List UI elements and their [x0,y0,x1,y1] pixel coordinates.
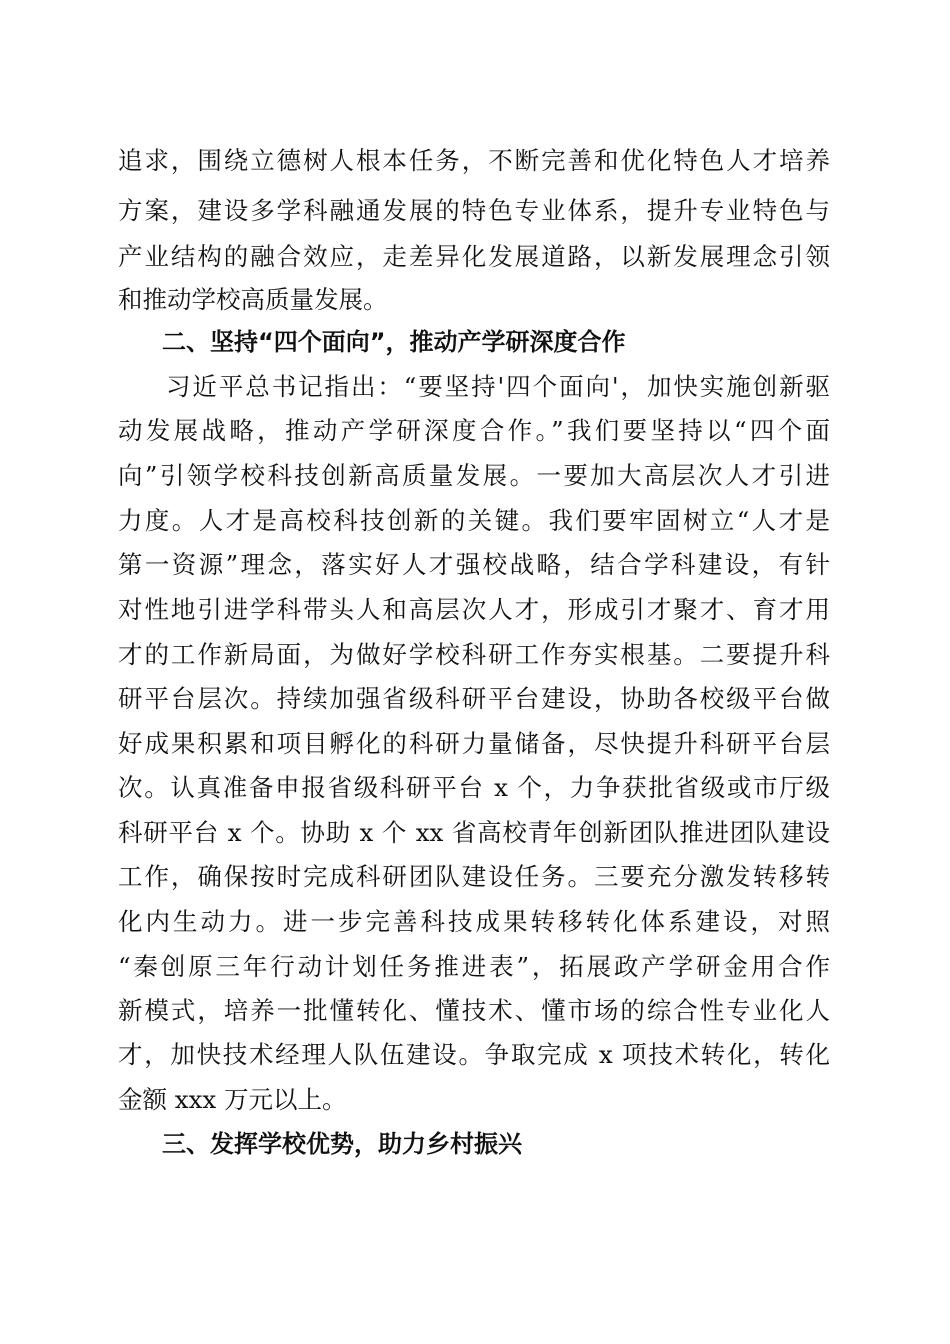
section-2-line-10: 次。认真准备申报省级科研平台 x 个，力争获批省级或市厅级 [118,773,830,802]
section-2-line-16: 才，加快技术经理人队伍建设。争取完成 x 项技术转化，转化 [118,1040,830,1069]
intro-line-1: 追求，围绕立德树人根本任务，不断完善和优化特色人才培养 [118,146,830,175]
section-2-line-6: 对性地引进学科带头人和高层次人才，形成引才聚才、育才用 [118,595,830,624]
section-2-line-14: “秦创原三年行动计划任务推进表”，拓展政产学研金用合作 [118,952,830,981]
section-2-line-17: 金额 xxx 万元以上。 [118,1085,347,1114]
section-2-line-9: 好成果积累和项目孵化的科研力量储备，尽快提升科研平台层 [118,729,830,758]
section-2-line-7: 才的工作新局面，为做好学校科研工作夯实根基。二要提升科 [118,640,830,669]
section-2-line-12: 工作，确保按时完成科研团队建设任务。三要充分激发转移转 [118,862,830,891]
section-2-line-3: 向”引领学校科技创新高质量发展。一要加大高层次人才引进 [118,461,830,490]
intro-line-2: 方案，建设多学科融通发展的特色专业体系，提升专业特色与 [118,196,830,225]
section-2-line-13: 化内生动力。进一步完善科技成果转移转化体系建设，对照 [118,907,830,936]
section-3-heading: 三、发挥学校优势，助力乡村振兴 [162,1130,522,1158]
section-2-line-15: 新模式，培养一批懂转化、懂技术、懂市场的综合性专业化人 [118,996,830,1025]
section-2-line-5: 第一资源”理念，落实好人才强校战略，结合学科建设，有针 [118,550,830,579]
section-2-line-1: 习近平总书记指出：“要坚持'四个面向'，加快实施创新驱 [166,372,830,401]
section-2-line-8: 研平台层次。持续加强省级科研平台建设，协助各校级平台做 [118,684,830,713]
section-2-line-2: 动发展战略，推动产学研深度合作。”我们要坚持以“四个面 [118,416,830,445]
section-2-heading: 二、坚持“四个面向”，推动产学研深度合作 [162,328,626,356]
section-2-line-4: 力度。人才是高校科技创新的关键。我们要牢固树立“人才是 [118,506,830,535]
intro-line-3: 产业结构的融合效应，走差异化发展道路，以新发展理念引领 [118,242,830,271]
intro-line-4: 和推动学校高质量发展。 [118,285,388,314]
section-2-line-11: 科研平台 x 个。协助 x 个 xx 省高校青年创新团队推进团队建设 [118,818,830,847]
